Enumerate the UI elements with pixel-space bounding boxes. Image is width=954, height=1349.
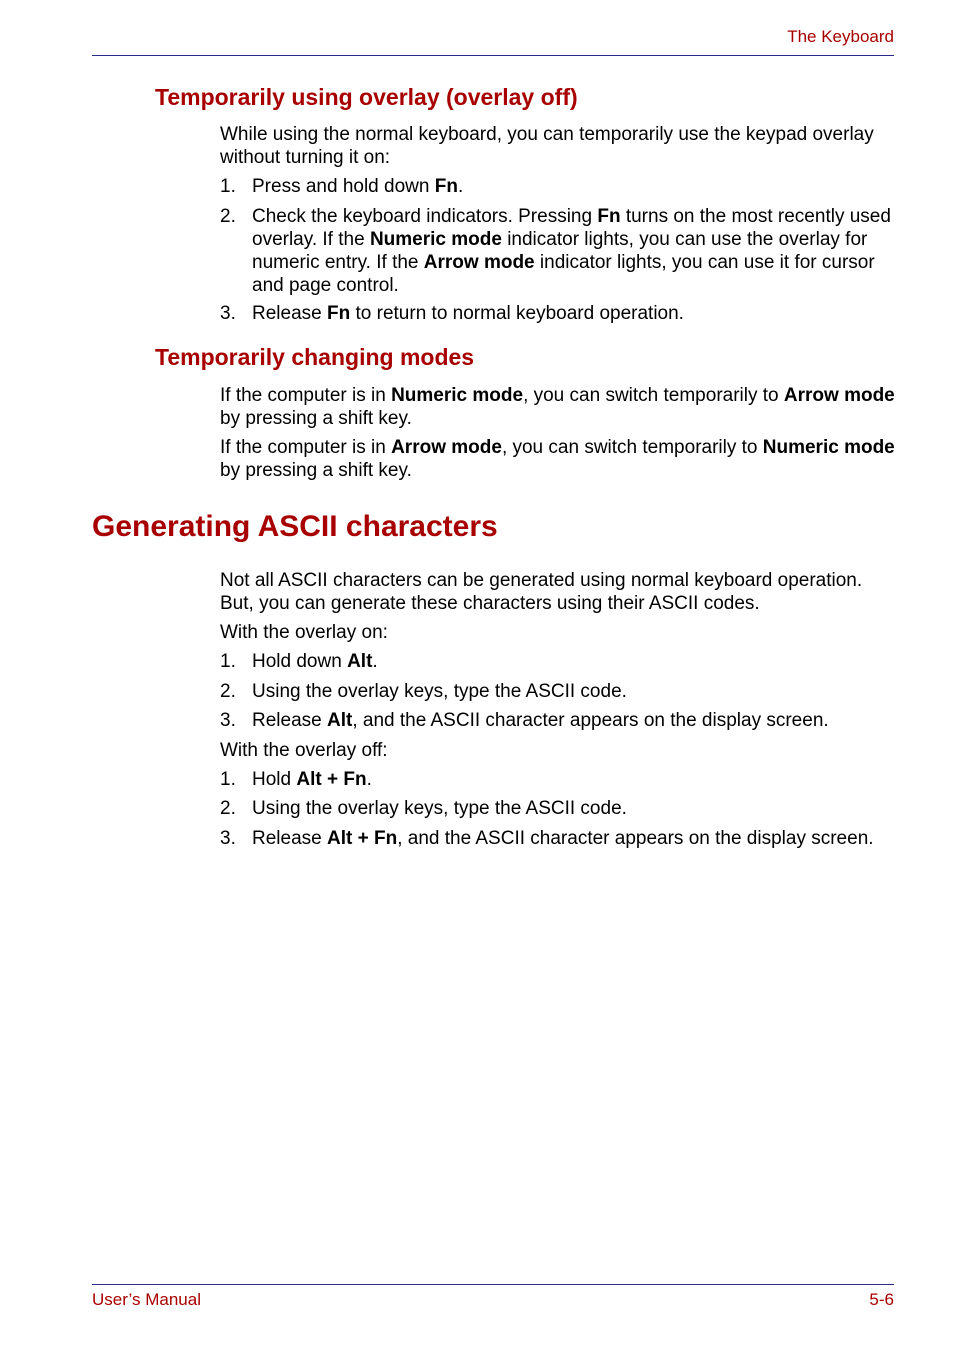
label-overlay-on: With the overlay on: bbox=[220, 622, 388, 643]
list-item bbox=[220, 827, 900, 850]
header-rule bbox=[92, 55, 894, 56]
list-number: 3. bbox=[220, 828, 236, 849]
list-number: 1. bbox=[220, 769, 236, 790]
list-item bbox=[220, 650, 900, 673]
paragraph-arrow-to-numeric: If the computer is in Arrow mode, you can switch temporarily to Numeric mode by pressing a shift key. bbox=[220, 437, 895, 481]
list-item bbox=[220, 680, 900, 703]
list-text: Release Alt, and the ASCII character appears on the display screen. bbox=[252, 710, 829, 731]
list-text: Press and hold down Fn. bbox=[252, 176, 464, 197]
list-text: Check the keyboard indicators. Pressing Fn turns on the most recently used overlay. If the Numeric mode indicator lights, you can use the overlay for numeric entry. If the Arrow mode indicator lights, you can use it for cursor and page control. bbox=[252, 206, 891, 296]
paragraph-numeric-to-arrow: If the computer is in Numeric mode, you can switch temporarily to Arrow mode by pressing a shift key. bbox=[220, 385, 895, 429]
list-number: 1. bbox=[220, 651, 236, 672]
paragraph-ascii-intro: Not all ASCII characters can be generated using normal keyboard operation. But, you can generate these characters using their ASCII codes. bbox=[220, 570, 863, 614]
list-number: 3. bbox=[220, 303, 236, 324]
list-text: Hold down Alt. bbox=[252, 651, 378, 672]
list-number: 1. bbox=[220, 176, 236, 197]
list-item bbox=[220, 797, 900, 820]
list-number: 2. bbox=[220, 798, 236, 819]
list-number: 3. bbox=[220, 710, 236, 731]
list-text: Hold Alt + Fn. bbox=[252, 769, 372, 790]
running-header-title: The Keyboard bbox=[787, 27, 894, 46]
label-overlay-off: With the overlay off: bbox=[220, 740, 388, 761]
list-item bbox=[220, 175, 900, 198]
list-text: Using the overlay keys, type the ASCII code. bbox=[252, 798, 627, 819]
list-text: Using the overlay keys, type the ASCII code. bbox=[252, 681, 627, 702]
list-item bbox=[220, 768, 900, 791]
list-text: Release Fn to return to normal keyboard operation. bbox=[252, 303, 684, 324]
section-heading-changing-modes: Temporarily changing modes bbox=[155, 344, 475, 370]
list-number: 2. bbox=[220, 681, 236, 702]
section-heading-overlay-off: Temporarily using overlay (overlay off) bbox=[155, 84, 578, 110]
list-item bbox=[220, 709, 900, 732]
list-item bbox=[220, 205, 900, 297]
paragraph-overlay-intro: While using the normal keyboard, you can temporarily use the keypad overlay without turning it on: bbox=[220, 124, 874, 168]
list-item bbox=[220, 302, 900, 325]
footer-manual-title: User’s Manual bbox=[92, 1290, 201, 1309]
page-title-generating-ascii: Generating ASCII characters bbox=[92, 510, 498, 543]
footer-rule bbox=[92, 1284, 894, 1285]
list-number: 2. bbox=[220, 206, 236, 227]
list-text: Release Alt + Fn, and the ASCII character appears on the display screen. bbox=[252, 828, 874, 849]
page-number: 5-6 bbox=[869, 1290, 894, 1309]
